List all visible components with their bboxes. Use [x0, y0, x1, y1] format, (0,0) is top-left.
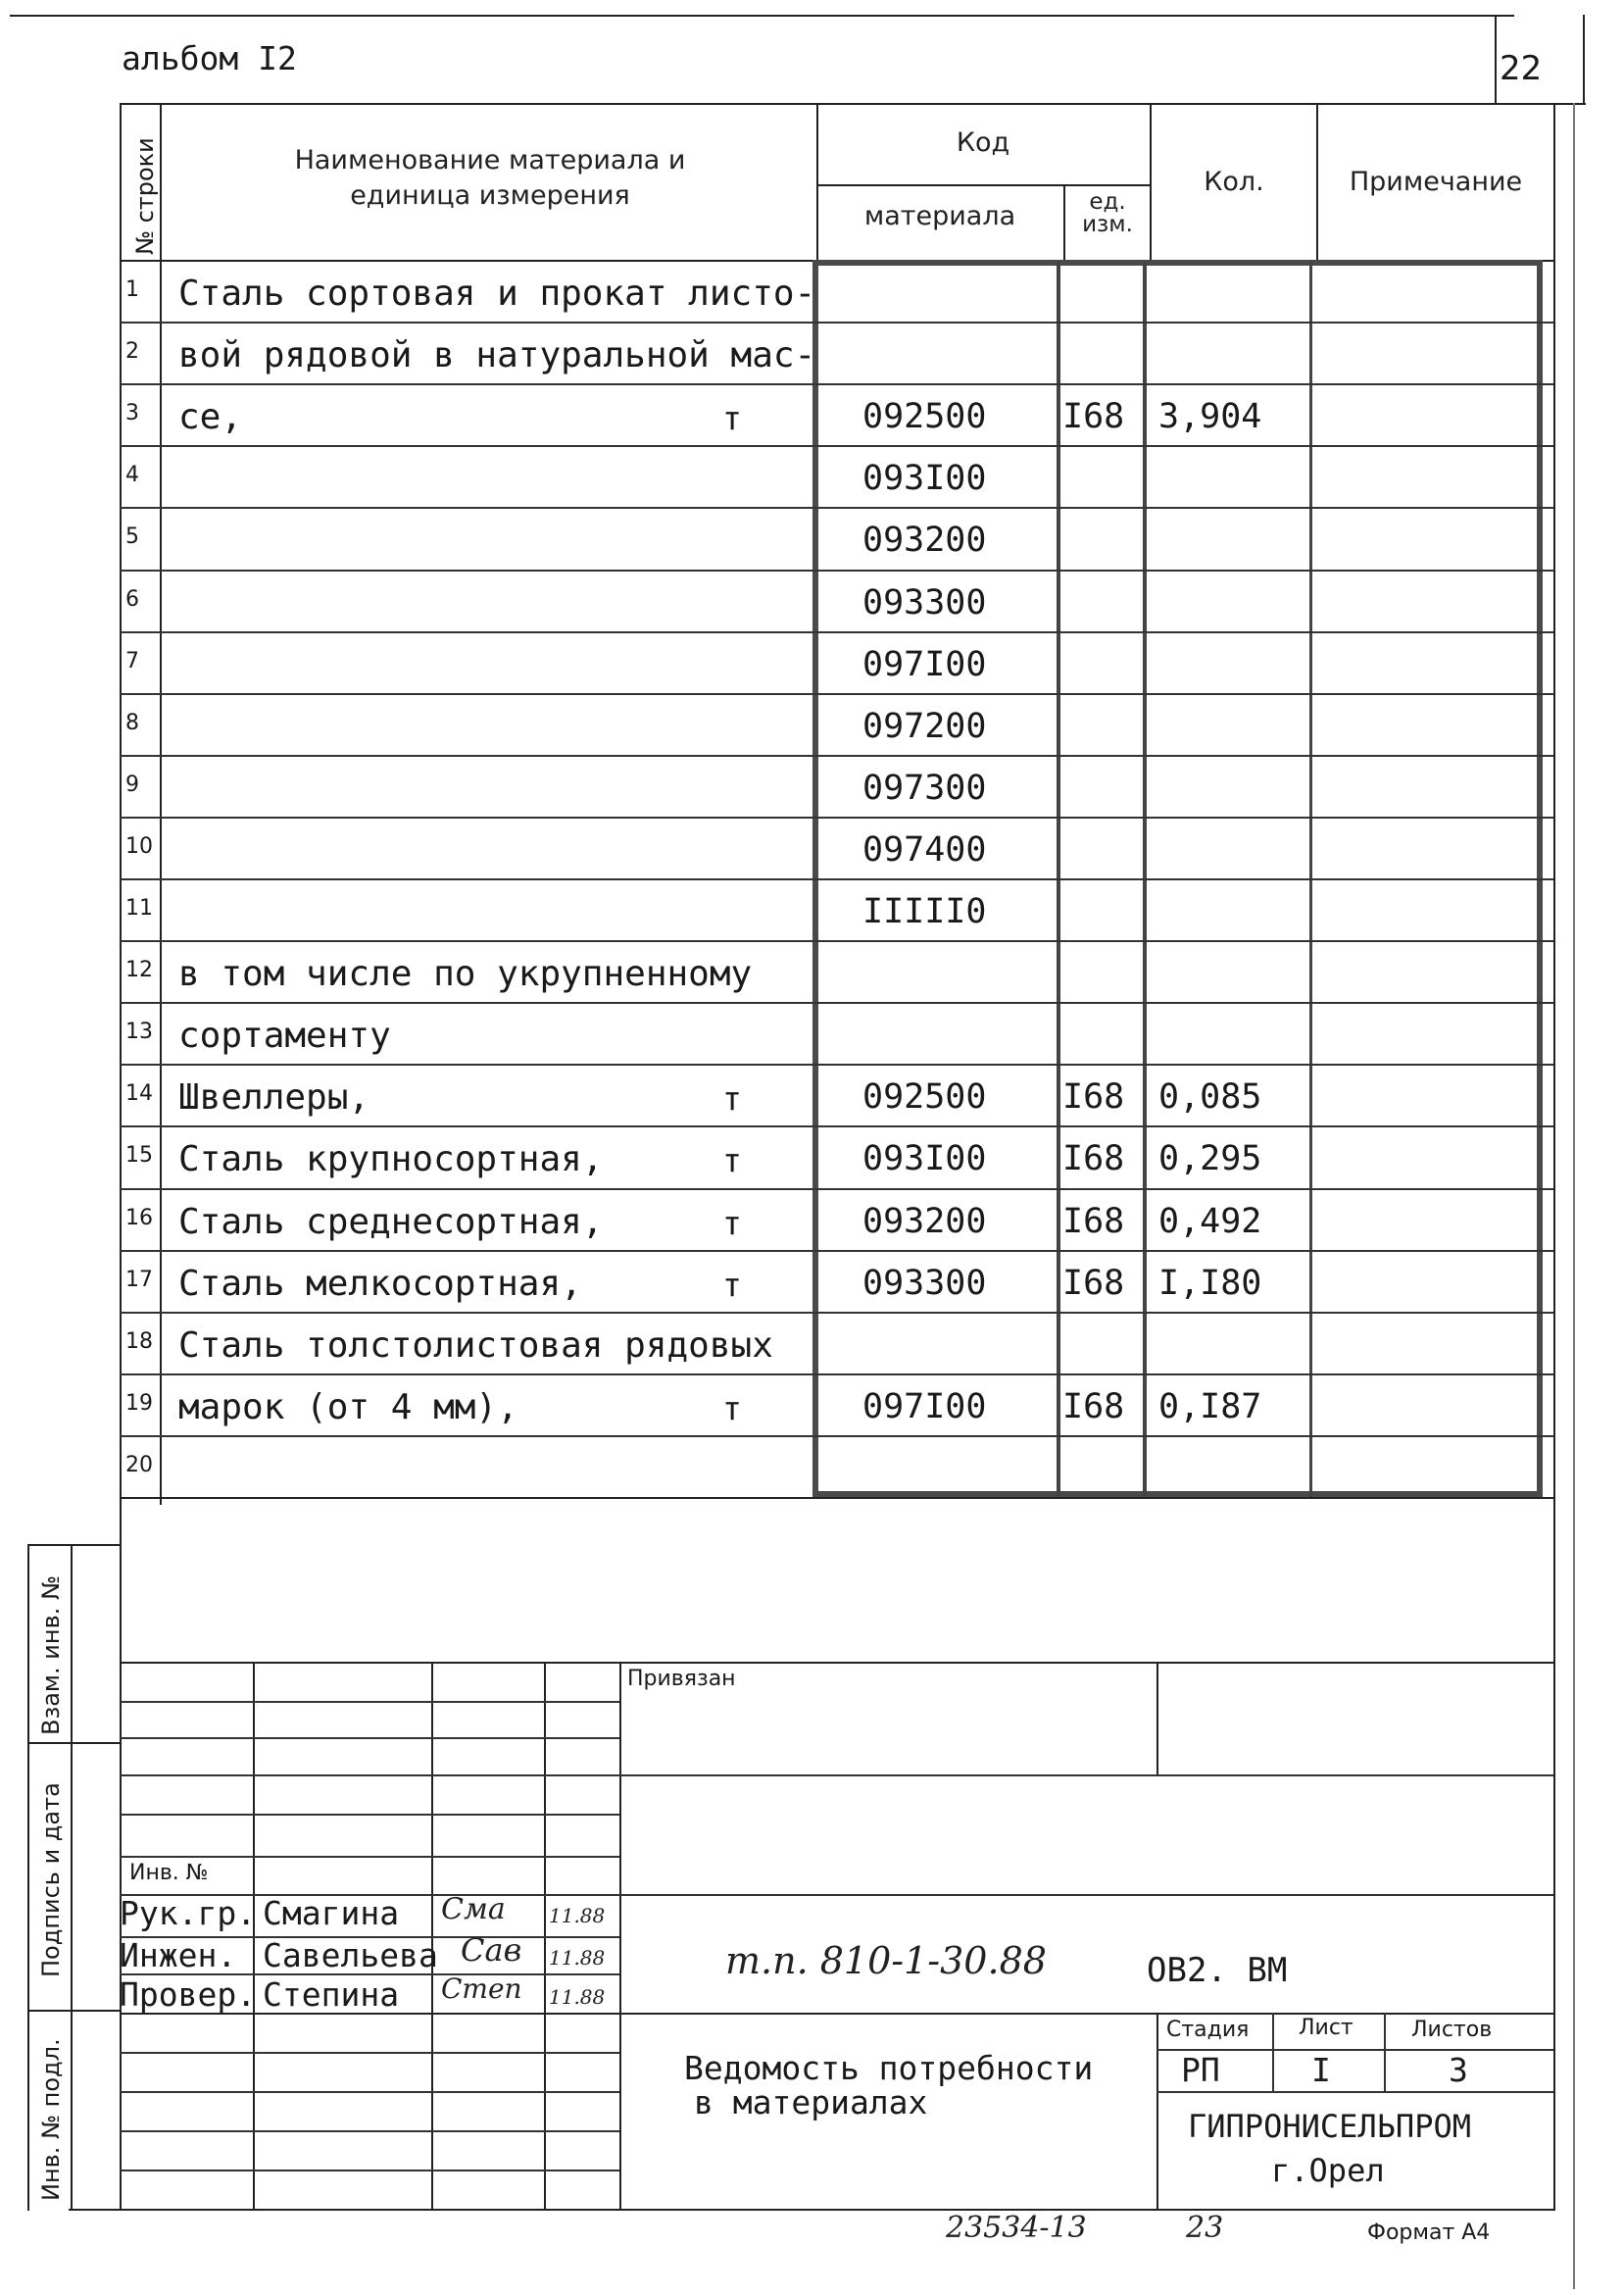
row-name: марок (от 4 мм),: [178, 1386, 518, 1427]
row-code: 093200: [862, 1201, 987, 1241]
row-number: 19: [125, 1390, 153, 1416]
row-quantity: 0,492: [1158, 1201, 1262, 1241]
row-number: 1: [125, 277, 139, 302]
table-row: [120, 1435, 1553, 1497]
row-quantity: 3,904: [1158, 397, 1262, 437]
staff-name-3: Степина: [263, 1975, 400, 2014]
row-name: сортаменту: [178, 1016, 391, 1057]
row-unit-code: I68: [1062, 1263, 1125, 1303]
table-row: [120, 570, 1553, 631]
frame-top: [120, 103, 1586, 105]
format-label: Формат А4: [1367, 2220, 1491, 2245]
row-name: в том числе по укрупненному: [178, 954, 753, 995]
stamp-row-line: [120, 1737, 619, 1739]
row-name: Швеллеры,: [178, 1077, 370, 1119]
table-row: [120, 940, 1553, 1002]
row-number: 12: [125, 958, 153, 983]
sheet-box-left: [1495, 15, 1497, 103]
col-header-note: Примечание: [1349, 167, 1523, 197]
row-unit-code: I68: [1062, 1386, 1125, 1426]
side-vzam: Взам. инв. №: [37, 1575, 65, 1735]
row-number: 9: [125, 772, 139, 797]
code-subheader-line: [816, 184, 1150, 186]
col-line-code: [816, 103, 818, 260]
row-number: 5: [125, 524, 139, 550]
stamp-row-line: [120, 1701, 619, 1703]
row-number: 8: [125, 710, 139, 735]
side-inv-podl: Инв. № подл.: [37, 2038, 65, 2201]
row-number: 18: [125, 1328, 153, 1354]
staff-signature-3: Степ: [441, 1972, 522, 2005]
table-row: [120, 260, 1553, 322]
col-header-code-unit-2: изм.: [1082, 212, 1133, 237]
page-number: 23: [1186, 2211, 1224, 2245]
row-unit-name: т: [722, 1265, 742, 1304]
doc-title-1: Ведомость потребности: [684, 2049, 1094, 2087]
staff-signature-1: Сма: [441, 1892, 506, 1926]
outer-right-edge: [1573, 103, 1575, 2289]
row-code: 097300: [862, 768, 987, 808]
side-strip-div1: [27, 1742, 122, 1744]
staff-date-1: 11.88: [549, 1904, 606, 1927]
frame-bottom: [69, 2209, 1555, 2211]
inventory-number: 23534-13: [946, 2211, 1087, 2245]
table-row: [120, 507, 1553, 569]
sheet-value: I: [1311, 2051, 1331, 2089]
table-row: [120, 383, 1553, 445]
sheet-label: Лист: [1299, 2016, 1353, 2040]
row-number: 10: [125, 833, 153, 859]
row-code: 097200: [862, 706, 987, 746]
stamp-row-line: [120, 2091, 619, 2093]
row-unit-name: т: [722, 399, 742, 438]
side-strip-inner: [71, 1544, 73, 2211]
stage-col-1: [1272, 2013, 1274, 2091]
table-row: [120, 1250, 1553, 1312]
stamp-top: [120, 1662, 1553, 1664]
table-row: [120, 755, 1553, 817]
staff-signature-2: Сав: [461, 1931, 522, 1969]
row-code: 092500: [862, 397, 987, 437]
table-row: [120, 445, 1553, 507]
row-name: Сталь сортовая и прокат листо-: [178, 274, 816, 314]
table-row: [120, 1125, 1553, 1187]
side-podpis: Подпись и дата: [37, 1782, 65, 1977]
stage-col-2: [1384, 2013, 1386, 2091]
col-header-name-1: Наименование материала и: [294, 145, 686, 175]
col-header-qty: Кол.: [1204, 167, 1264, 197]
staff-date-2: 11.88: [549, 1946, 606, 1970]
table-row: [120, 1188, 1553, 1250]
album-label: альбом I2: [122, 39, 297, 77]
doc-code: ОВ2. ВМ: [1147, 1951, 1288, 1990]
row-name: вой рядовой в натуральной мас-: [178, 335, 816, 376]
org-name: ГИПРОНИСЕЛЬПРОМ: [1188, 2108, 1471, 2145]
row-number: 17: [125, 1267, 153, 1292]
row-code: 093I00: [862, 1139, 987, 1179]
row-quantity: 0,295: [1158, 1139, 1262, 1179]
row-code: 097I00: [862, 1386, 987, 1426]
sheets-label: Листов: [1411, 2018, 1493, 2042]
stamp-col-4: [619, 1662, 621, 2211]
table-bottom-line: [120, 1497, 1553, 1499]
staff-role-3: Провер.: [120, 1975, 257, 2014]
col-header-code-material: материала: [863, 201, 1016, 231]
row-code: 092500: [862, 1077, 987, 1118]
stage-line-2: [1156, 2091, 1553, 2093]
row-unit-name: т: [722, 1141, 742, 1180]
row-name: Сталь толстолистовая рядовых: [178, 1324, 773, 1366]
staff-date-3: 11.88: [549, 1985, 606, 2009]
project-code: т.п. 810-1-30.88: [725, 1939, 1047, 1982]
row-unit-code: I68: [1062, 1077, 1125, 1118]
staff-role-1: Рук.гр.: [120, 1894, 257, 1932]
doc-title-2: в материалах: [694, 2083, 928, 2121]
row-name: Сталь мелкосортная,: [178, 1263, 582, 1304]
row-name: Сталь среднесортная,: [178, 1201, 604, 1242]
row-unit-code: I68: [1062, 397, 1125, 437]
row-number: 4: [125, 463, 139, 488]
table-row: [120, 322, 1553, 383]
side-strip-outer: [27, 1544, 29, 2211]
col-header-name-2: единица измерения: [350, 180, 630, 211]
col-header-code: Код: [956, 127, 1010, 158]
table-row: [120, 1002, 1553, 1064]
row-unit-name: т: [722, 1079, 742, 1119]
side-strip-top: [27, 1544, 122, 1546]
sheet-box-right: [1583, 15, 1585, 103]
row-number: 3: [125, 401, 139, 426]
side-strip-div2: [27, 2010, 122, 2012]
col-header-row-no: № строки: [131, 137, 159, 255]
col-header-code-unit-1: ед.: [1089, 189, 1126, 215]
stamp-row-line: [120, 2052, 619, 2054]
privyazan-label: Привязан: [627, 1667, 736, 1691]
row-number: 20: [125, 1452, 153, 1477]
org-city: г.Орел: [1271, 2152, 1385, 2189]
table-row: [120, 817, 1553, 878]
row-code: 093300: [862, 1263, 987, 1303]
row-code: 097400: [862, 829, 987, 870]
row-name: Сталь крупносортная,: [178, 1139, 604, 1180]
table-row: [120, 631, 1553, 693]
stamp-row-line: [120, 2170, 619, 2171]
table-row: [120, 1312, 1553, 1373]
stamp-row-line: [120, 1814, 619, 1816]
row-number: 16: [125, 1205, 153, 1230]
stamp-privyazan-right: [1156, 1662, 1158, 1774]
table-row: [120, 1064, 1553, 1125]
inv-no-label: Инв. №: [129, 1861, 209, 1885]
stage-value: РП: [1181, 2051, 1220, 2089]
staff-name-2: Савельева: [263, 1936, 438, 1974]
row-number: 2: [125, 339, 139, 365]
top-border: [10, 15, 1514, 17]
row-quantity: I,I80: [1158, 1263, 1262, 1303]
stamp-row-line: [120, 1856, 619, 1858]
sheet-number: 22: [1500, 49, 1543, 88]
row-number: 7: [125, 648, 139, 674]
stamp-row-line: [120, 2130, 619, 2132]
staff-name-1: Смагина: [263, 1894, 400, 1932]
stamp-title-right: [1156, 2013, 1158, 2211]
row-quantity: 0,I87: [1158, 1386, 1262, 1426]
row-code: 093I00: [862, 459, 987, 499]
row-name: се,: [178, 397, 243, 438]
row-unit-name: т: [722, 1203, 742, 1242]
row-quantity: 0,085: [1158, 1077, 1262, 1118]
staff-role-2: Инжен.: [120, 1936, 237, 1974]
stamp-row-line: [120, 1774, 1553, 1776]
row-number: 14: [125, 1081, 153, 1107]
row-unit-code: I68: [1062, 1201, 1125, 1241]
row-number: 13: [125, 1020, 153, 1045]
row-code: IIIII0: [862, 892, 987, 931]
row-number: 11: [125, 896, 153, 921]
stage-label: Стадия: [1166, 2018, 1250, 2042]
table-row: [120, 878, 1553, 940]
row-code: 093200: [862, 521, 987, 561]
row-unit-code: I68: [1062, 1139, 1125, 1179]
frame-right: [1553, 103, 1555, 2211]
sheets-value: 3: [1449, 2051, 1468, 2089]
row-code: 093300: [862, 582, 987, 623]
row-number: 6: [125, 586, 139, 612]
row-code: 097I00: [862, 644, 987, 684]
table-row: [120, 1373, 1553, 1435]
table-row: [120, 693, 1553, 755]
row-unit-name: т: [722, 1388, 742, 1427]
row-number: 15: [125, 1143, 153, 1169]
